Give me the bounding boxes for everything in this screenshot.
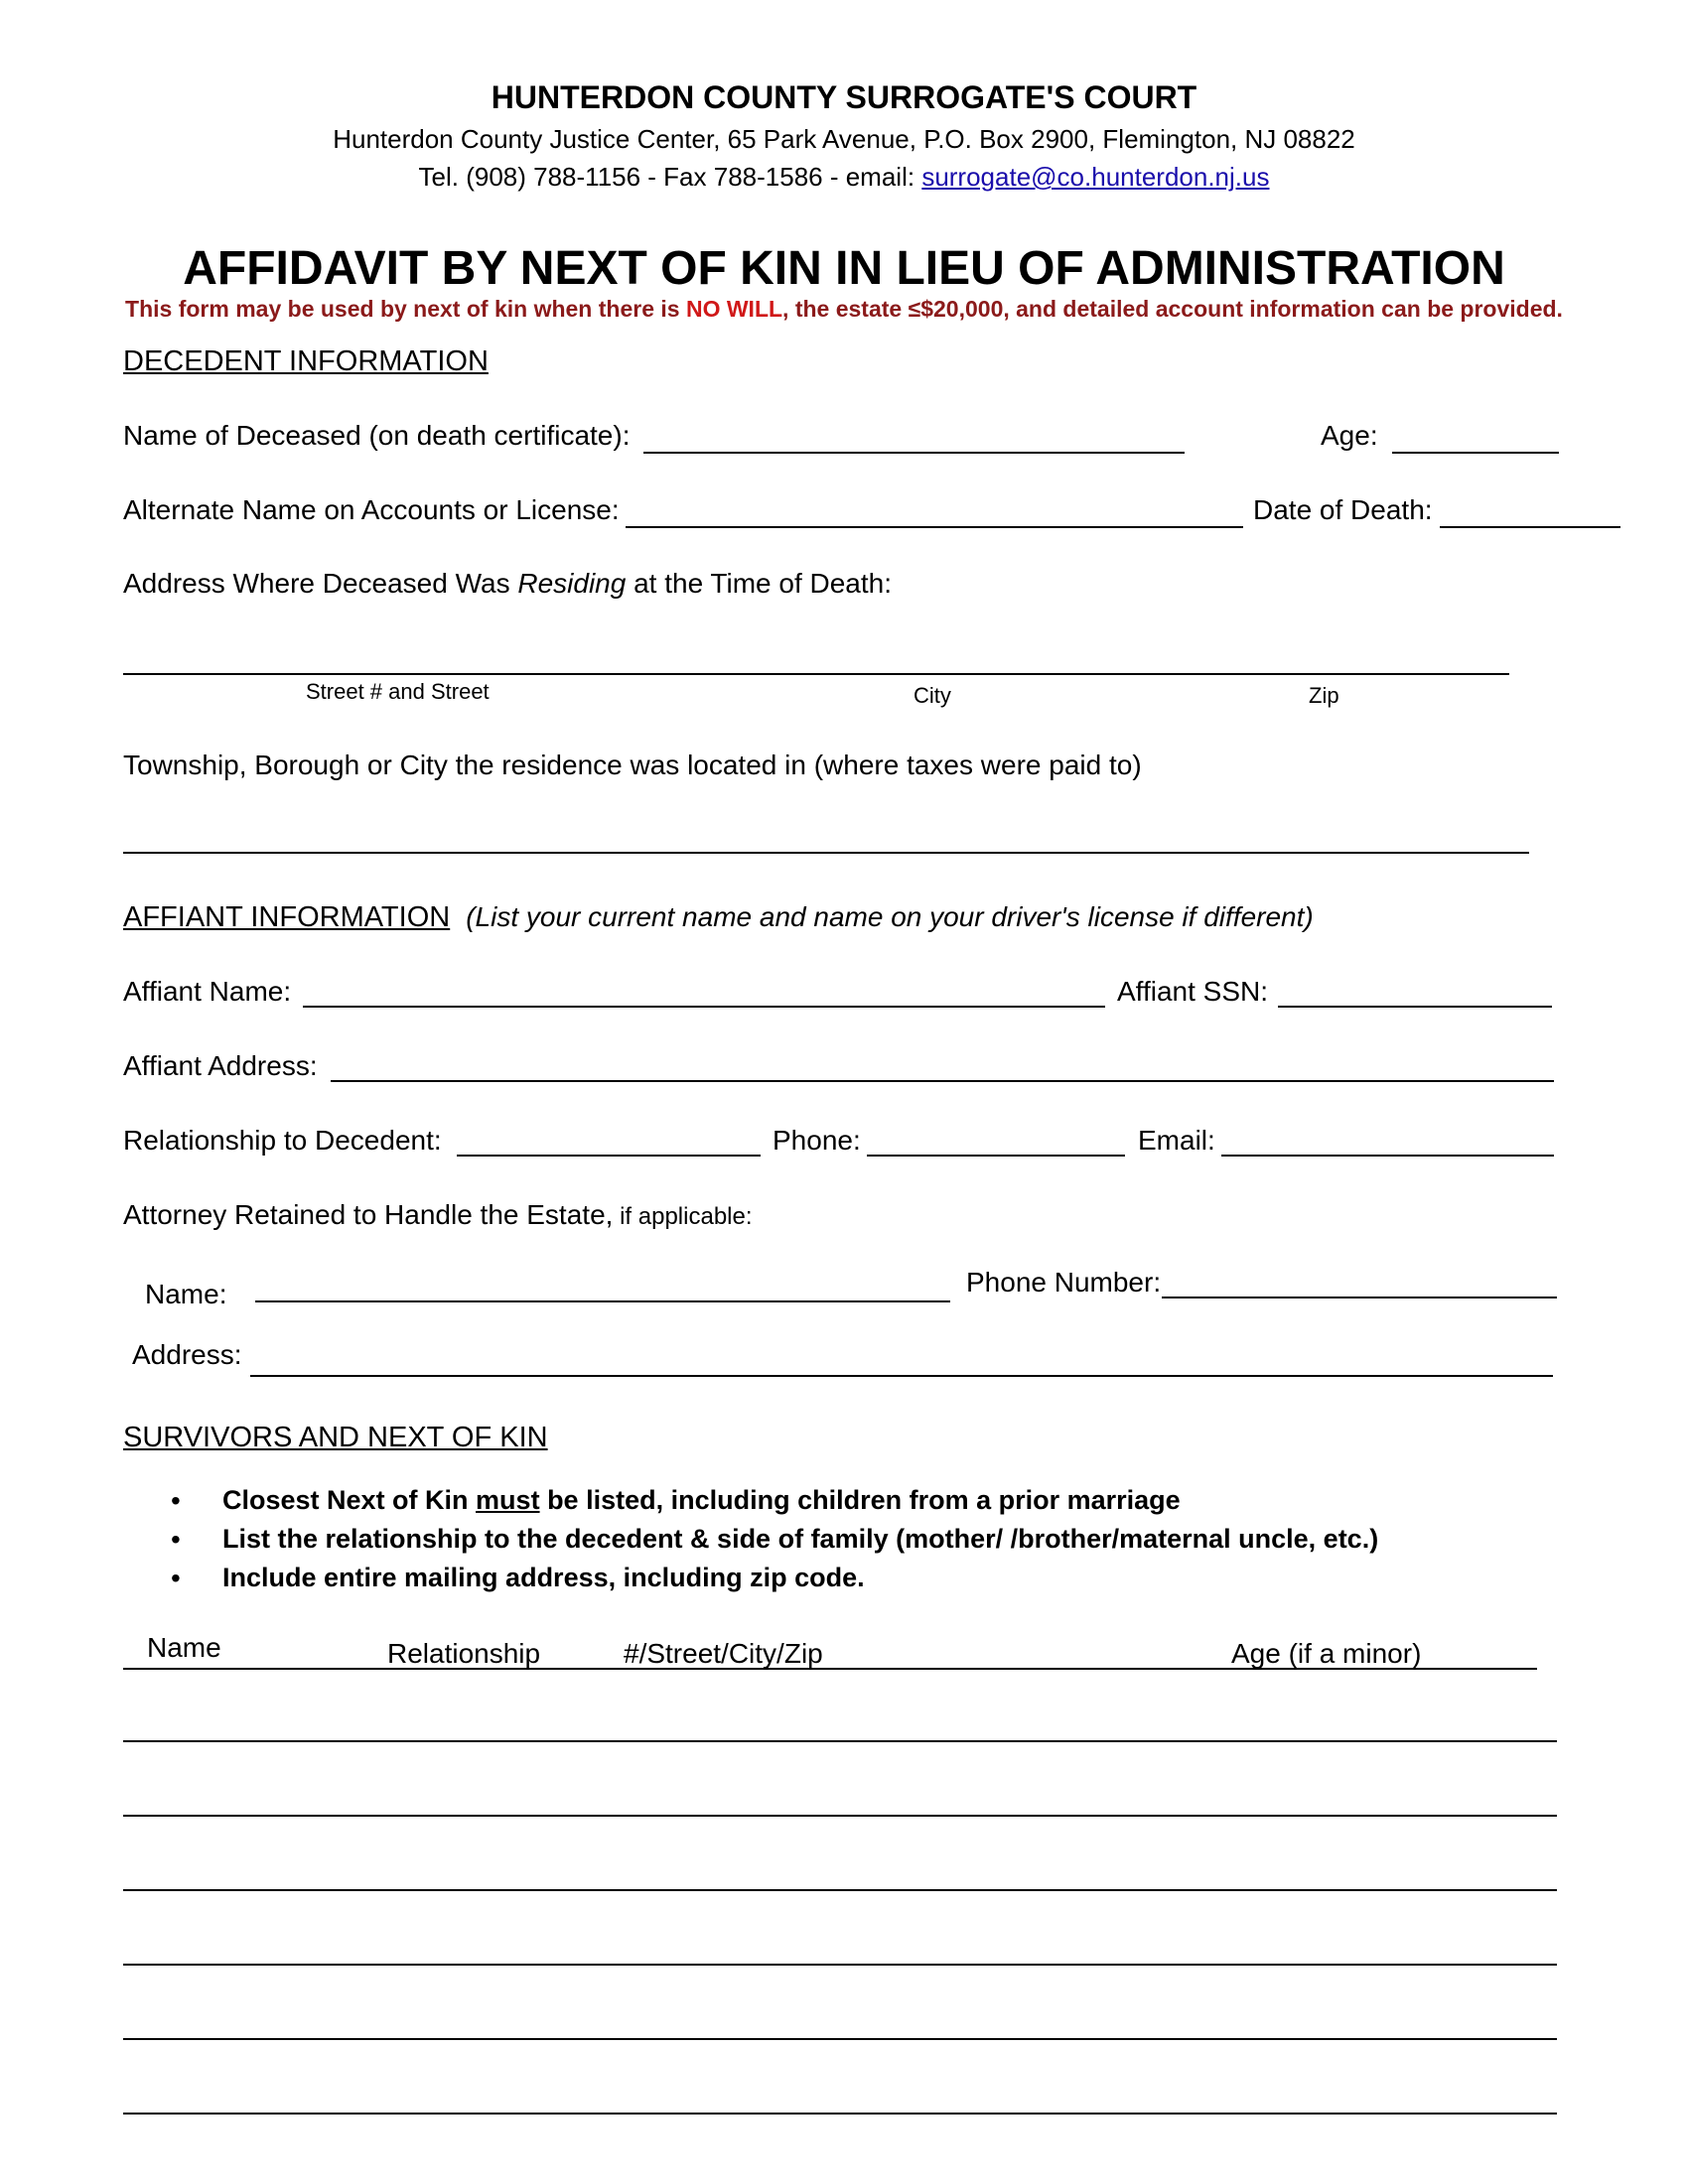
date-of-death-label: Date of Death:: [1253, 494, 1433, 525]
court-address: Hunterdon County Justice Center, 65 Park Avenue, P.O. Box 2900, Flemington, NJ 08822: [333, 124, 1355, 154]
court-name: HUNTERDON COUNTY SURROGATE'S COURT: [491, 79, 1197, 115]
affiant-name-label: Affiant Name:: [123, 976, 292, 1007]
age-field[interactable]: [1392, 452, 1559, 454]
bullet-2-symbol: •: [171, 1524, 181, 1555]
affiant-ssn-label: Affiant SSN:: [1117, 976, 1269, 1007]
attorney-phone-field[interactable]: [1162, 1297, 1557, 1298]
bullet-1-part1: Closest Next of Kin: [222, 1485, 477, 1515]
table-header-rule: [123, 1668, 1537, 1670]
section-decedent-information: DECEDENT INFORMATION: [123, 345, 489, 377]
deceased-name-field[interactable]: [643, 452, 1185, 454]
deceased-name-label: Name of Deceased (on death certificate):: [123, 420, 631, 451]
notice-part1: This form may be used by next of kin when there is: [125, 296, 686, 322]
contact-prefix: Tel. (908) 788-1156 - Fax 788-1586 - email:: [418, 162, 922, 192]
column-age: Age (if a minor): [1231, 1638, 1422, 1669]
notice-no-will: NO WILL: [685, 296, 783, 322]
form-title: AFFIDAVIT BY NEXT OF KIN IN LIEU OF ADMINISTRATION: [183, 242, 1505, 295]
residence-address-label: [123, 568, 892, 600]
email-label: Email:: [1138, 1125, 1215, 1156]
affiant-address-field[interactable]: [331, 1080, 1554, 1082]
relationship-label: Relationship to Decedent:: [123, 1125, 442, 1156]
attorney-address-field[interactable]: [250, 1375, 1553, 1377]
township-field[interactable]: [123, 852, 1529, 854]
survivor-row[interactable]: [123, 1889, 1557, 1891]
bullet-1: [222, 1485, 1181, 1516]
affiant-note: (List your current name and name on your driver's license if different): [466, 901, 1314, 932]
column-address: #/Street/City/Zip: [624, 1638, 823, 1669]
section-survivors: SURVIVORS AND NEXT OF KIN: [123, 1422, 548, 1453]
bullet-1-part2: be listed, including children from a prior marriage: [539, 1485, 1181, 1515]
survivor-row[interactable]: [123, 1964, 1557, 1966]
affiant-ssn-field[interactable]: [1278, 1006, 1552, 1008]
attorney-name-label: Name:: [145, 1279, 227, 1309]
affiant-address-label: Affiant Address:: [123, 1050, 318, 1081]
affiant-name-field[interactable]: [303, 1006, 1105, 1008]
attorney-label: [123, 1199, 753, 1231]
alternate-name-field[interactable]: [626, 526, 1243, 528]
court-contact: [0, 162, 1688, 193]
attorney-name-field[interactable]: [255, 1300, 950, 1302]
section-affiant-information: AFFIANT INFORMATION: [123, 901, 451, 933]
affiant-heading: [123, 901, 1314, 934]
city-caption: City: [914, 683, 951, 708]
bullet-2: List the relationship to the decedent & side of family (mother/ /brother/maternal uncle, etc.): [222, 1524, 1379, 1554]
attorney-applicable: if applicable:: [613, 1203, 753, 1230]
bullet-1-must: must: [476, 1485, 540, 1515]
survivor-row[interactable]: [123, 1740, 1557, 1742]
bullet-3: Include entire mailing address, including zip code.: [222, 1563, 865, 1592]
attorney-label-text: Attorney Retained to Handle the Estate,: [123, 1199, 614, 1230]
street-caption: Street # and Street: [306, 679, 490, 704]
email-field[interactable]: [1221, 1155, 1554, 1157]
township-label: Township, Borough or City the residence was located in (where taxes were paid to): [123, 750, 1142, 780]
bullet-1-symbol: •: [171, 1485, 181, 1516]
residence-label-part1: Address Where Deceased Was: [123, 568, 518, 599]
residence-label-part2: at the Time of Death:: [626, 568, 893, 599]
notice-part3: , the estate ≤$20,000, and detailed account information can be provided.: [782, 296, 1563, 322]
attorney-address-label: Address:: [132, 1339, 242, 1370]
age-label: Age:: [1321, 420, 1378, 451]
survivor-row[interactable]: [123, 2038, 1557, 2040]
form-notice: [0, 296, 1688, 323]
phone-field[interactable]: [867, 1155, 1125, 1157]
bullet-3-symbol: •: [171, 1563, 181, 1593]
residence-address-field[interactable]: [123, 673, 1509, 675]
email-link[interactable]: surrogate@co.hunterdon.nj.us: [921, 162, 1270, 192]
survivor-row[interactable]: [123, 2113, 1557, 2115]
column-name: Name: [147, 1632, 221, 1663]
date-of-death-field[interactable]: [1440, 526, 1620, 528]
zip-caption: Zip: [1309, 683, 1339, 708]
phone-label: Phone:: [773, 1125, 861, 1156]
residence-label-italic: Residing: [517, 568, 627, 599]
relationship-field[interactable]: [457, 1155, 761, 1157]
survivor-row[interactable]: [123, 1815, 1557, 1817]
attorney-phone-label: Phone Number:: [966, 1267, 1162, 1297]
alternate-name-label: Alternate Name on Accounts or License:: [123, 494, 620, 525]
column-relationship: Relationship: [387, 1638, 541, 1669]
